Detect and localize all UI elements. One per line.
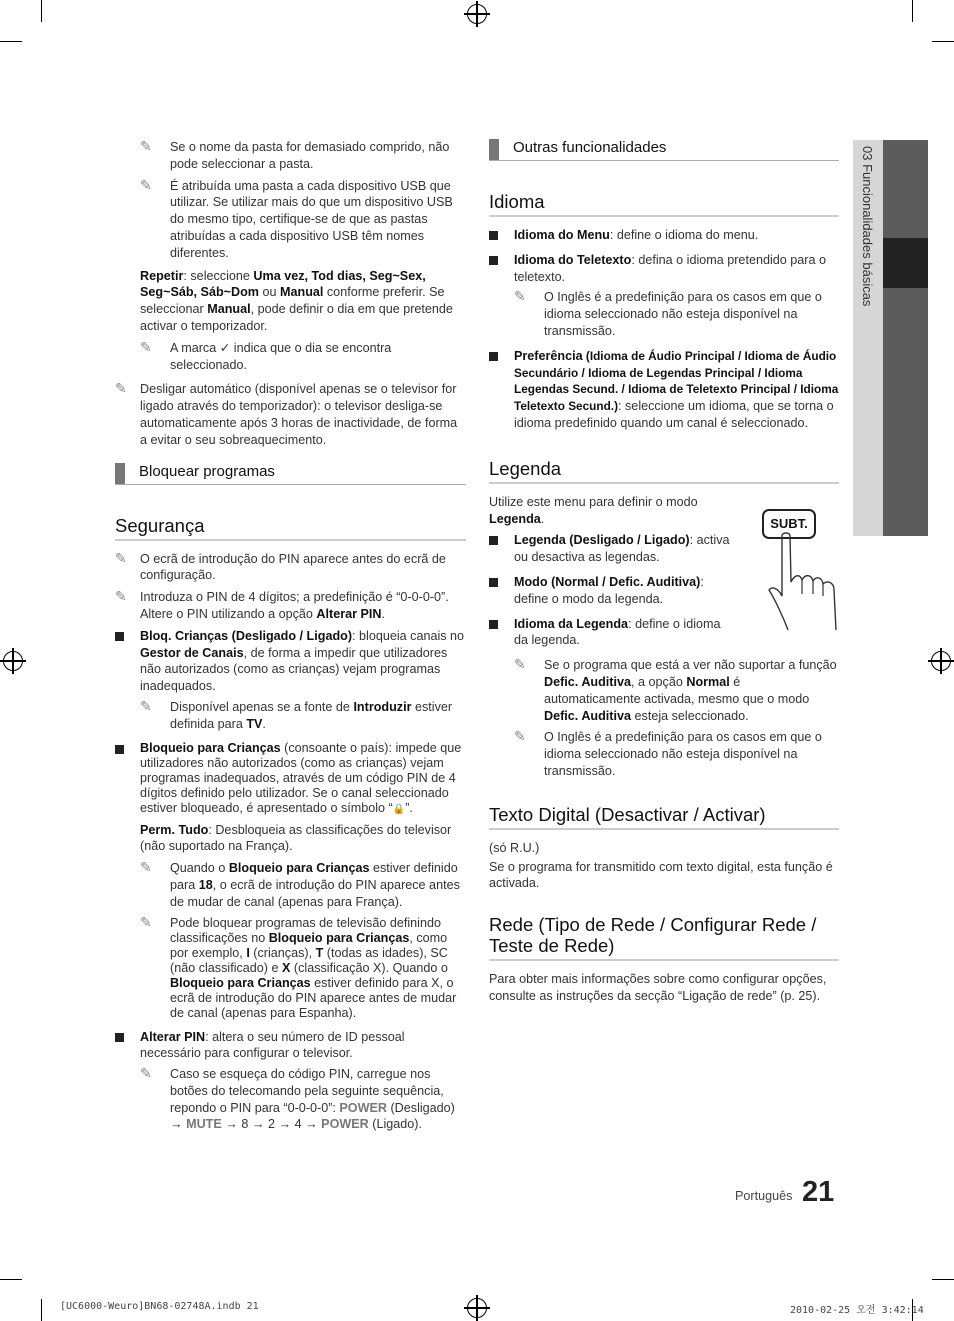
- check-icon: ✓: [219, 340, 231, 355]
- side-tab-dark: [883, 140, 928, 536]
- section-header: Outras funcionalidades: [489, 139, 839, 161]
- note-icon: ✎: [115, 549, 127, 566]
- note-icon: ✎: [140, 176, 152, 193]
- note-icon: ✎: [115, 588, 127, 605]
- heading-texto-digital: Texto Digital (Desactivar / Activar): [489, 804, 839, 830]
- footer-language: Português: [735, 1189, 793, 1203]
- registration-mark-icon: [467, 4, 487, 24]
- side-tab-label: 03 Funcionalidades básicas: [860, 146, 875, 307]
- note: ✎ O Inglês é a predefinição para os casos em que o idioma seleccionado não esteja disponível na transmissão.: [514, 728, 822, 778]
- left-column: [115, 139, 466, 1141]
- texto-paragraph: (só R.U.): [489, 840, 540, 855]
- side-tab-marker: [883, 238, 928, 288]
- crop-mark: [41, 1299, 42, 1321]
- note: ✎ O ecrã de introdução do PIN aparece antes do ecrã de configuração.: [115, 549, 446, 583]
- repetir-paragraph: Repetir: seleccione Uma vez, Tod dias, Seg~Sex, Seg~Sáb, Sáb~Dom ou Manual conforme preferir. Se seleccionar Manual, pode definir o dia em que pretende activar o temporizador.: [140, 268, 453, 333]
- list-item: Idioma do Teletexto: defina o idioma pretendido para o teletexto. ✎ O Inglês é a predefinição para os casos em que o idioma seleccionado não esteja disponível na transmissão.: [489, 252, 839, 340]
- print-file-info: [UC6000-Weuro]BN68-02748A.indb 21: [60, 1301, 259, 1312]
- subt-button-icon: SUBT.: [762, 509, 816, 539]
- section-header: Bloquear programas: [115, 463, 466, 485]
- crop-mark: [0, 41, 22, 42]
- legenda-intro: Utilize este menu para definir o modo Legenda.: [489, 494, 698, 526]
- note-icon: ✎: [514, 288, 526, 305]
- list-item: Idioma da Legenda: define o idioma da legenda.: [489, 616, 734, 650]
- note-icon: ✎: [140, 338, 152, 355]
- registration-mark-icon: [467, 1298, 487, 1318]
- print-date-info: 2010-02-25 오전 3:42:14: [790, 1305, 924, 1316]
- crop-mark: [912, 0, 913, 22]
- note: ✎ Disponível apenas se a fonte de Introduzir estiver definida para TV.: [140, 697, 453, 731]
- note: ✎ Introduza o PIN de 4 dígitos; a predefinição é “0-0-0-0”. Altere o PIN utilizando a opção Alterar PIN.: [115, 588, 449, 621]
- list-item: Preferência (Idioma de Áudio Principal / Idioma de Áudio Secundário / Idioma de Legendas Principal / Idioma Legendas Secund. / Idioma de Teletexto Principal / Idioma Teletexto Secund.): seleccione um idioma, que se torna o idioma predefinido quando um canal é seleccionado.: [489, 348, 839, 432]
- note-icon: ✎: [514, 656, 526, 673]
- heading-rede: Rede (Tipo de Rede / Configurar Rede / Teste de Rede): [489, 914, 839, 961]
- list-item: Idioma do Menu: define o idioma do menu.: [489, 227, 839, 244]
- texto-paragraph: Se o programa for transmitido com texto digital, esta função é activada.: [489, 859, 833, 891]
- page-number: 21: [802, 1176, 835, 1208]
- list-item: Alterar PIN: altera o seu número de ID pessoal necessário para configurar o televisor. ✎ Caso se esqueça do código PIN, carregue nos botões do telecomando pela seguinte sequência, repondo o PIN para “0-0-0-0”: POWER (Desligado) → MUTE → 8 → 2 → 4 → POWER (Ligado).: [115, 1029, 466, 1134]
- note-icon: ✎: [140, 138, 152, 154]
- note: ✎ O Inglês é a predefinição para os casos em que o idioma seleccionado não esteja disponível na transmissão.: [514, 288, 822, 338]
- note: ✎ Se o nome da pasta for demasiado comprido, não pode seleccionar a pasta.: [140, 138, 450, 171]
- note: ✎ Desligar automático (disponível apenas se o televisor for ligado através do temporizador): o televisor desliga-se automaticamente após 3 horas de inactividade, de forma a evitar o seu sobreaquecimento.: [115, 380, 458, 447]
- crop-mark: [932, 41, 954, 42]
- note-icon: ✎: [140, 697, 152, 714]
- registration-mark-icon: [931, 651, 951, 671]
- note-icon: ✎: [514, 728, 526, 745]
- note: ✎ Quando o Bloqueio para Crianças estiver definido para 18, o ecrã de introdução do PIN aparece antes de mudar de canal (apenas para França).: [140, 859, 460, 909]
- crop-mark: [41, 0, 42, 22]
- list-item: Bloqueio para Crianças (consoante o país): impede que utilizadores não autorizados (como as crianças) vejam programas inadequados, através de um código PIN de 4 dígitos definido pelo utilizador. Se o canal seleccionado estiver bloqueado, é apresentado o símbolo “🔒”. Perm. Tudo: Desbloqueia as classificações do televisor (não suportado na França). ✎ Quando o Bloqueio para Crianças estiver definido para 18, o ecrã de introdução do PIN aparece antes de mudar de canal (apenas para França). ✎ Pode bloquear programas de televisão definindo classificações no Bloqueio para Crianças, como por exemplo, I (crianças), T (todas as idades), SC (não classificado) e X (classificação X). Quando o Bloqueio para Crianças estiver definido para X, o ecrã de introdução do PIN aparece antes de mudar de canal (apenas para Espanha).: [115, 741, 466, 1021]
- crop-mark: [932, 1279, 954, 1280]
- note: ✎ Pode bloquear programas de televisão definindo classificações no Bloqueio para Crianças, como por exemplo, I (crianças), T (todas as idades), SC (não classificado) e X (classificação X). Quando o Bloqueio para Crianças estiver definido para X, o ecrã de introdução do PIN aparece antes de mudar de canal (apenas para Espanha).: [140, 913, 457, 1020]
- list-item: Legenda (Desligado / Ligado): activa ou desactiva as legendas.: [489, 532, 734, 566]
- heading-idioma: Idioma: [489, 191, 839, 217]
- crop-mark: [0, 1279, 22, 1280]
- registration-mark-icon: [3, 651, 23, 671]
- list-item: Bloq. Crianças (Desligado / Ligado): bloqueia canais no Gestor de Canais, de forma a impedir que utilizadores não autorizados (como as crianças) vejam programas inadequados. ✎ Disponível apenas se a fonte de Introduzir estiver definida para TV.: [115, 628, 466, 733]
- note-icon: ✎: [115, 380, 127, 397]
- note-icon: ✎: [140, 859, 152, 876]
- heading-legenda: Legenda: [489, 458, 839, 484]
- rede-paragraph: Para obter mais informações sobre como configurar opções, consulte as instruções da secção “Ligação de rede” (p. 25).: [489, 972, 827, 1003]
- note: ✎ A marca ✓ indica que o dia se encontra seleccionado.: [140, 338, 392, 372]
- note: ✎ Caso se esqueça do código PIN, carregue nos botões do telecomando pela seguinte sequência, repondo o PIN para “0-0-0-0”: POWER (Desligado) → MUTE → 8 → 2 → 4 → POWER (Ligado).: [140, 1065, 455, 1132]
- note-icon: ✎: [140, 913, 152, 930]
- note: ✎ É atribuída uma pasta a cada dispositivo USB que utilizar. Se utilizar mais do que um dispositivo USB do mesmo tipo, certifique-se de que as pastas atribuídas a cada dispositivo USB têm nomes diferentes.: [140, 176, 453, 260]
- note: ✎ Se o programa que está a ver não suportar a função Defic. Auditiva, a opção Normal é automaticamente activada, mesmo que o modo Defic. Auditiva esteja seleccionado.: [514, 656, 837, 723]
- hand-pointer-icon: [764, 530, 844, 634]
- perm-paragraph: Perm. Tudo: Desbloqueia as classificações do televisor (não suportado na França).: [140, 822, 452, 854]
- note-icon: ✎: [140, 1065, 152, 1082]
- lock-icon: 🔒: [392, 803, 406, 815]
- list-item: Modo (Normal / Defic. Auditiva): define o modo da legenda.: [489, 574, 734, 608]
- heading-seguranca: Segurança: [115, 515, 466, 541]
